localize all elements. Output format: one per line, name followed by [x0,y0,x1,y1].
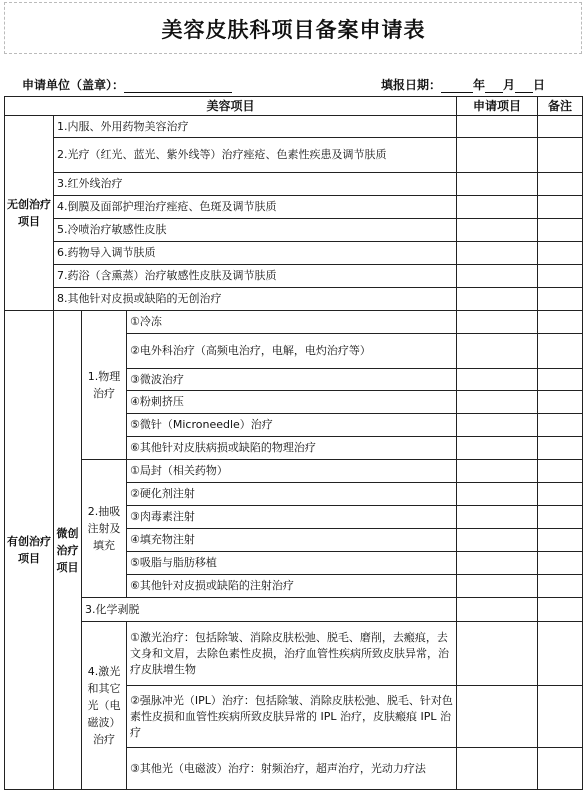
note-cell[interactable] [538,138,583,173]
table-cell-item: ④粉刺挤压 [127,391,457,414]
table-cell-item: ⑤吸脂与脂肪移植 [127,552,457,575]
non-invasive-category: 无创治疗项目 [5,116,54,311]
apply-cell[interactable] [457,196,538,219]
table-cell-item: ③其他光（电磁波）治疗：射频治疗，超声治疗，光动力疗法 [127,748,457,790]
table-row [5,622,583,686]
note-cell[interactable] [538,288,583,311]
apply-cell[interactable] [457,483,538,506]
table-cell-item: ②硬化剂注射 [127,483,457,506]
apply-cell[interactable] [457,173,538,196]
apply-cell[interactable] [457,748,538,790]
year-blank[interactable] [441,80,473,93]
table-cell-item: 7.药浴（含熏蒸）治疗敏感性皮肤及调节肤质 [54,265,457,288]
note-cell[interactable] [538,196,583,219]
header-item: 美容项目 [5,97,457,116]
note-cell[interactable] [538,460,583,483]
year-label: 年 [473,78,486,92]
table-cell-item: ④填充物注射 [127,529,457,552]
table-cell-item: 2.光疗（红光、蓝光、紫外线等）治疗痤疮、色素性疾患及调节肤质 [54,138,457,173]
note-cell[interactable] [538,552,583,575]
note-cell[interactable] [538,334,583,369]
note-cell[interactable] [538,173,583,196]
table-cell-item: ⑤微针（Microneedle）治疗 [127,414,457,437]
table-row [5,311,583,334]
apply-cell[interactable] [457,242,538,265]
table-cell-item: ②电外科治疗（高频电治疗，电解，电灼治疗等） [127,334,457,369]
note-cell[interactable] [538,622,583,686]
day-label: 日 [533,78,546,92]
table-row [5,173,583,196]
table-cell-item: ①激光治疗：包括除皱、消除皮肤松弛、脱毛、磨削，去瘢痕，去文身和文眉，去除色素性皮损，治疗血管性疾病所致皮肤异常，治疗皮肤增生物 [127,622,457,686]
note-cell[interactable] [538,219,583,242]
note-cell[interactable] [538,437,583,460]
table-cell-item: 1.内服、外用药物美容治疗 [54,116,457,138]
table-row [5,219,583,242]
note-cell[interactable] [538,748,583,790]
date-label: 填报日期： [381,78,442,92]
apply-cell[interactable] [457,369,538,391]
table-cell-item: 8.其他针对皮损或缺陷的无创治疗 [54,288,457,311]
header-apply: 申请项目 [457,97,538,116]
table-cell-item: 3.红外线治疗 [54,173,457,196]
apply-cell[interactable] [457,219,538,242]
physical-therapy-group: 1.物理治疗 [82,311,127,460]
apply-cell[interactable] [457,622,538,686]
applicant-label: 申请单位（盖章）： [22,78,125,92]
note-cell[interactable] [538,575,583,598]
form-title: 美容皮肤科项目备案申请表 [161,17,426,42]
note-cell[interactable] [538,369,583,391]
month-label: 月 [503,78,516,92]
table-cell-item: ①冷冻 [127,311,457,334]
month-blank[interactable] [485,80,503,93]
apply-cell[interactable] [457,116,538,138]
table-row [5,288,583,311]
note-cell[interactable] [538,686,583,748]
micro-invasive-category: 微创治疗项目 [54,311,82,790]
injection-group: 2.抽吸注射及填充 [82,460,127,598]
applicant-field [22,76,232,93]
table-cell-item: ③微波治疗 [127,369,457,391]
table-cell-item: 6.药物导入调节肤质 [54,242,457,265]
day-blank[interactable] [515,80,533,93]
table-cell-item: ⑥其他针对皮损或缺陷的注射治疗 [127,575,457,598]
table-row [5,138,583,173]
table-row [5,116,583,138]
apply-cell[interactable] [457,598,538,622]
invasive-category: 有创治疗项目 [5,311,54,790]
apply-cell[interactable] [457,138,538,173]
note-cell[interactable] [538,116,583,138]
apply-cell[interactable] [457,414,538,437]
note-cell[interactable] [538,598,583,622]
apply-cell[interactable] [457,506,538,529]
apply-cell[interactable] [457,334,538,369]
note-cell[interactable] [538,506,583,529]
table-cell-item: 4.倒膜及面部护理治疗痤疮、色斑及调节肤质 [54,196,457,219]
apply-cell[interactable] [457,686,538,748]
table-cell-item: 5.冷喷治疗敏感性皮肤 [54,219,457,242]
apply-cell[interactable] [457,460,538,483]
table-row [5,460,583,483]
apply-cell[interactable] [457,288,538,311]
applicant-blank[interactable] [124,80,232,93]
table-cell-item: ①局封（相关药物） [127,460,457,483]
table-cell-item: ③肉毒素注射 [127,506,457,529]
laser-group: 4.激光和其它光（电磁波）治疗 [82,622,127,790]
apply-cell[interactable] [457,265,538,288]
table-row [5,196,583,219]
application-table [4,96,583,790]
apply-cell[interactable] [457,391,538,414]
header-row [5,97,583,116]
table-row [5,265,583,288]
note-cell[interactable] [538,311,583,334]
table-cell-item: ②强脉冲光（IPL）治疗：包括除皱、消除皮肤松弛、脱毛、针对色素性皮损和血管性疾病所致皮肤异常的 IPL 治疗，皮肤瘢痕 IPL 治疗 [127,686,457,748]
date-field [381,76,545,93]
apply-cell[interactable] [457,552,538,575]
table-cell-item: ⑥其他针对皮肤病损或缺陷的物理治疗 [127,437,457,460]
note-cell[interactable] [538,483,583,506]
apply-cell[interactable] [457,575,538,598]
table-row [5,598,583,622]
note-cell[interactable] [538,529,583,552]
note-cell[interactable] [538,391,583,414]
table-cell-item: 3.化学剥脱 [82,598,457,622]
note-cell[interactable] [538,414,583,437]
apply-cell[interactable] [457,311,538,334]
header-note: 备注 [538,97,583,116]
apply-cell[interactable] [457,529,538,552]
table-row [5,242,583,265]
note-cell[interactable] [538,242,583,265]
note-cell[interactable] [538,265,583,288]
apply-cell[interactable] [457,437,538,460]
